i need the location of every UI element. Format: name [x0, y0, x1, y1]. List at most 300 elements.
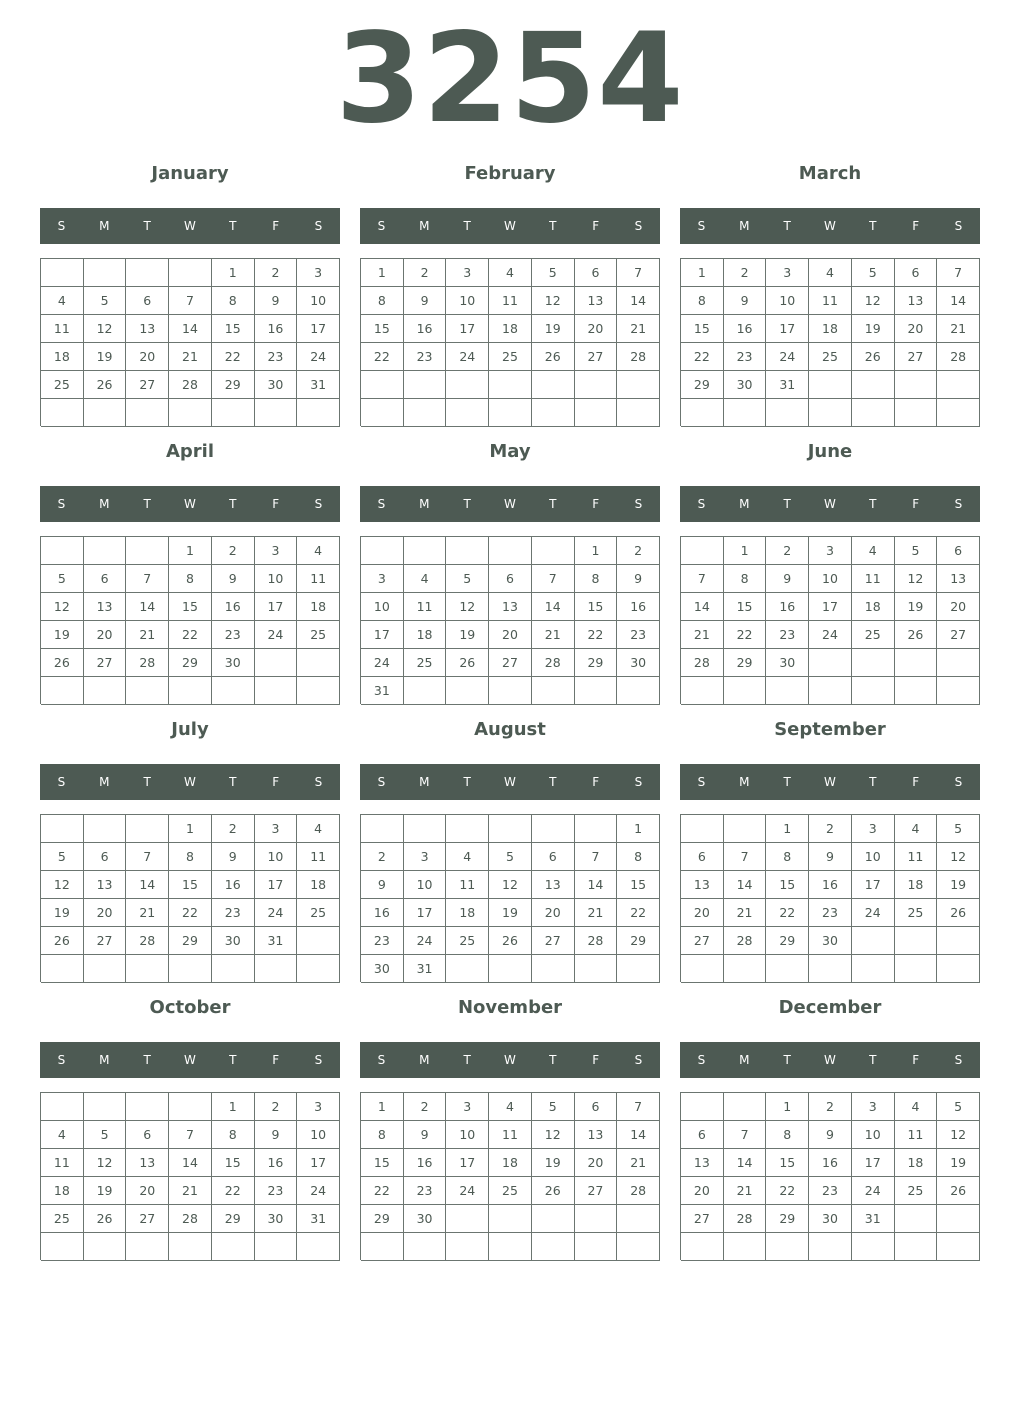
day-cell: 15: [766, 1149, 809, 1177]
day-cell: 15: [169, 871, 212, 899]
day-cell: 4: [41, 1121, 84, 1149]
weekday-label: S: [57, 497, 66, 511]
empty-day-cell: [852, 1233, 895, 1261]
day-cell: 16: [724, 315, 767, 343]
day-cell: 25: [852, 621, 895, 649]
day-cell: 20: [532, 899, 575, 927]
empty-day-cell: [212, 677, 255, 705]
weekday-header: [680, 764, 980, 800]
empty-day-cell: [617, 1205, 660, 1233]
day-cell: 21: [937, 315, 980, 343]
weekday-label: S: [57, 775, 66, 789]
day-cell: 21: [532, 621, 575, 649]
day-cell: 15: [575, 593, 618, 621]
day-grid: [680, 814, 980, 982]
day-cell: 14: [126, 593, 169, 621]
day-grid: [40, 814, 340, 982]
empty-day-cell: [84, 955, 127, 983]
day-cell: 28: [681, 649, 724, 677]
empty-day-cell: [809, 399, 852, 427]
empty-day-cell: [297, 1233, 340, 1261]
day-cell: 9: [255, 287, 298, 315]
day-cell: 1: [361, 259, 404, 287]
day-cell: 6: [575, 259, 618, 287]
empty-day-cell: [446, 399, 489, 427]
day-cell: 3: [255, 537, 298, 565]
weekday-label: W: [504, 497, 516, 511]
weekday-label: M: [739, 219, 750, 233]
weekday-label: M: [99, 1053, 110, 1067]
empty-day-cell: [126, 399, 169, 427]
day-cell: 17: [446, 315, 489, 343]
day-grid: [40, 258, 340, 426]
weekday-label: T: [463, 1053, 471, 1067]
empty-day-cell: [404, 677, 447, 705]
weekday-label: T: [783, 497, 791, 511]
weekday-label: S: [314, 1053, 323, 1067]
day-grid: [360, 1092, 660, 1260]
day-cell: 14: [532, 593, 575, 621]
weekday-label: S: [954, 775, 963, 789]
empty-day-cell: [724, 1233, 767, 1261]
day-cell: 12: [446, 593, 489, 621]
empty-day-cell: [532, 677, 575, 705]
empty-day-cell: [446, 1233, 489, 1261]
day-cell: 27: [681, 927, 724, 955]
empty-day-cell: [297, 677, 340, 705]
empty-day-cell: [41, 677, 84, 705]
weekday-label: F: [912, 497, 920, 511]
month-name: May: [489, 441, 531, 462]
day-cell: 29: [724, 649, 767, 677]
day-cell: 1: [212, 1093, 255, 1121]
day-cell: 19: [41, 899, 84, 927]
weekday-label: S: [314, 497, 323, 511]
day-cell: 11: [809, 287, 852, 315]
weekday-header: [360, 486, 660, 522]
weekday-label: W: [504, 1053, 516, 1067]
day-cell: 3: [297, 259, 340, 287]
weekday-label: T: [143, 497, 151, 511]
day-cell: 7: [169, 1121, 212, 1149]
day-cell: 16: [212, 871, 255, 899]
day-cell: 1: [724, 537, 767, 565]
empty-day-cell: [446, 955, 489, 983]
day-cell: 15: [212, 315, 255, 343]
empty-day-cell: [809, 649, 852, 677]
day-cell: 27: [575, 1177, 618, 1205]
day-cell: 27: [895, 343, 938, 371]
empty-day-cell: [937, 955, 980, 983]
day-cell: 27: [489, 649, 532, 677]
day-cell: 16: [617, 593, 660, 621]
day-cell: 18: [297, 871, 340, 899]
weekday-label: W: [504, 219, 516, 233]
day-grid: [40, 536, 340, 704]
empty-day-cell: [895, 649, 938, 677]
day-cell: 10: [297, 1121, 340, 1149]
day-cell: 27: [84, 649, 127, 677]
day-cell: 9: [212, 843, 255, 871]
day-cell: 7: [575, 843, 618, 871]
day-cell: 10: [404, 871, 447, 899]
day-cell: 7: [617, 1093, 660, 1121]
empty-day-cell: [446, 677, 489, 705]
empty-day-cell: [937, 1205, 980, 1233]
empty-day-cell: [255, 649, 298, 677]
day-cell: 28: [617, 343, 660, 371]
empty-day-cell: [41, 1093, 84, 1121]
empty-day-cell: [852, 955, 895, 983]
day-cell: 10: [766, 287, 809, 315]
day-cell: 23: [404, 1177, 447, 1205]
day-cell: 8: [681, 287, 724, 315]
day-cell: 30: [617, 649, 660, 677]
empty-day-cell: [361, 371, 404, 399]
empty-day-cell: [852, 927, 895, 955]
day-cell: 25: [404, 649, 447, 677]
empty-day-cell: [575, 815, 618, 843]
day-cell: 17: [297, 1149, 340, 1177]
day-cell: 2: [361, 843, 404, 871]
day-cell: 11: [895, 843, 938, 871]
empty-day-cell: [361, 815, 404, 843]
day-cell: 26: [41, 927, 84, 955]
day-cell: 19: [446, 621, 489, 649]
day-cell: 6: [126, 1121, 169, 1149]
weekday-label: T: [869, 497, 877, 511]
empty-day-cell: [169, 955, 212, 983]
weekday-label: S: [57, 219, 66, 233]
empty-day-cell: [255, 677, 298, 705]
empty-day-cell: [575, 1233, 618, 1261]
empty-day-cell: [575, 371, 618, 399]
empty-day-cell: [724, 677, 767, 705]
empty-day-cell: [84, 537, 127, 565]
day-cell: 3: [446, 259, 489, 287]
weekday-label: S: [697, 775, 706, 789]
day-cell: 28: [617, 1177, 660, 1205]
empty-day-cell: [532, 815, 575, 843]
day-cell: 13: [84, 593, 127, 621]
day-cell: 6: [532, 843, 575, 871]
empty-day-cell: [84, 1233, 127, 1261]
day-cell: 7: [724, 1121, 767, 1149]
day-cell: 16: [212, 593, 255, 621]
day-cell: 6: [84, 843, 127, 871]
empty-day-cell: [681, 1093, 724, 1121]
day-cell: 1: [766, 815, 809, 843]
weekday-label: T: [783, 775, 791, 789]
empty-day-cell: [126, 259, 169, 287]
day-cell: 22: [617, 899, 660, 927]
weekday-label: T: [463, 497, 471, 511]
weekday-label: M: [419, 1053, 430, 1067]
day-cell: 24: [255, 899, 298, 927]
day-cell: 26: [852, 343, 895, 371]
day-cell: 8: [766, 843, 809, 871]
empty-day-cell: [297, 955, 340, 983]
weekday-label: T: [549, 1053, 557, 1067]
day-cell: 18: [895, 1149, 938, 1177]
day-cell: 9: [361, 871, 404, 899]
day-cell: 13: [575, 1121, 618, 1149]
weekday-label: T: [869, 1053, 877, 1067]
day-cell: 10: [852, 843, 895, 871]
day-cell: 25: [489, 1177, 532, 1205]
day-cell: 11: [297, 843, 340, 871]
empty-day-cell: [169, 1093, 212, 1121]
empty-day-cell: [41, 955, 84, 983]
month-name: January: [151, 163, 229, 184]
day-cell: 2: [255, 259, 298, 287]
weekday-label: S: [634, 497, 643, 511]
empty-day-cell: [937, 1233, 980, 1261]
empty-day-cell: [404, 537, 447, 565]
weekday-label: M: [99, 775, 110, 789]
day-cell: 31: [361, 677, 404, 705]
day-cell: 17: [361, 621, 404, 649]
day-cell: 2: [404, 259, 447, 287]
weekday-label: T: [229, 219, 237, 233]
day-cell: 23: [255, 343, 298, 371]
empty-day-cell: [489, 1233, 532, 1261]
day-cell: 11: [297, 565, 340, 593]
empty-day-cell: [852, 399, 895, 427]
empty-day-cell: [404, 1233, 447, 1261]
empty-day-cell: [489, 537, 532, 565]
empty-day-cell: [84, 259, 127, 287]
day-cell: 4: [852, 537, 895, 565]
day-cell: 25: [809, 343, 852, 371]
empty-day-cell: [895, 1205, 938, 1233]
day-cell: 6: [937, 537, 980, 565]
day-cell: 26: [41, 649, 84, 677]
day-cell: 4: [809, 259, 852, 287]
empty-day-cell: [361, 1233, 404, 1261]
empty-day-cell: [297, 649, 340, 677]
day-cell: 25: [446, 927, 489, 955]
day-cell: 9: [255, 1121, 298, 1149]
day-cell: 2: [212, 815, 255, 843]
day-cell: 24: [446, 343, 489, 371]
day-cell: 19: [489, 899, 532, 927]
day-cell: 24: [297, 1177, 340, 1205]
day-cell: 24: [852, 899, 895, 927]
empty-day-cell: [575, 677, 618, 705]
day-cell: 9: [766, 565, 809, 593]
day-cell: 14: [724, 1149, 767, 1177]
empty-day-cell: [126, 1233, 169, 1261]
empty-day-cell: [809, 955, 852, 983]
empty-day-cell: [895, 955, 938, 983]
day-cell: 2: [255, 1093, 298, 1121]
day-cell: 8: [361, 1121, 404, 1149]
day-cell: 5: [489, 843, 532, 871]
empty-day-cell: [724, 1093, 767, 1121]
day-cell: 21: [169, 343, 212, 371]
month-name: August: [474, 719, 546, 740]
day-cell: 30: [809, 1205, 852, 1233]
day-cell: 1: [617, 815, 660, 843]
empty-day-cell: [489, 815, 532, 843]
day-cell: 8: [361, 287, 404, 315]
day-cell: 5: [937, 1093, 980, 1121]
day-cell: 22: [169, 899, 212, 927]
day-cell: 17: [766, 315, 809, 343]
day-cell: 15: [212, 1149, 255, 1177]
day-cell: 1: [766, 1093, 809, 1121]
empty-day-cell: [681, 955, 724, 983]
day-cell: 21: [575, 899, 618, 927]
empty-day-cell: [617, 399, 660, 427]
day-cell: 2: [809, 1093, 852, 1121]
weekday-label: M: [739, 1053, 750, 1067]
day-cell: 7: [681, 565, 724, 593]
empty-day-cell: [575, 955, 618, 983]
day-cell: 3: [404, 843, 447, 871]
empty-day-cell: [724, 815, 767, 843]
day-cell: 13: [126, 315, 169, 343]
day-cell: 25: [297, 621, 340, 649]
empty-day-cell: [255, 399, 298, 427]
empty-day-cell: [361, 537, 404, 565]
day-cell: 20: [895, 315, 938, 343]
day-cell: 11: [41, 315, 84, 343]
day-cell: 29: [212, 1205, 255, 1233]
day-cell: 20: [489, 621, 532, 649]
empty-day-cell: [617, 677, 660, 705]
weekday-label: F: [272, 497, 280, 511]
day-cell: 7: [617, 259, 660, 287]
day-cell: 5: [84, 1121, 127, 1149]
day-cell: 31: [297, 1205, 340, 1233]
weekday-header: [360, 1042, 660, 1078]
empty-day-cell: [681, 815, 724, 843]
day-cell: 6: [895, 259, 938, 287]
day-cell: 19: [84, 1177, 127, 1205]
day-cell: 27: [575, 343, 618, 371]
day-cell: 30: [255, 1205, 298, 1233]
day-cell: 2: [404, 1093, 447, 1121]
day-cell: 31: [404, 955, 447, 983]
day-cell: 5: [446, 565, 489, 593]
empty-day-cell: [446, 371, 489, 399]
day-cell: 8: [575, 565, 618, 593]
day-cell: 4: [895, 1093, 938, 1121]
day-cell: 6: [681, 843, 724, 871]
day-cell: 26: [532, 1177, 575, 1205]
day-cell: 26: [937, 1177, 980, 1205]
empty-day-cell: [489, 677, 532, 705]
day-cell: 16: [809, 1149, 852, 1177]
day-cell: 4: [895, 815, 938, 843]
day-cell: 20: [575, 315, 618, 343]
day-cell: 21: [681, 621, 724, 649]
day-cell: 2: [809, 815, 852, 843]
day-cell: 26: [895, 621, 938, 649]
day-cell: 10: [297, 287, 340, 315]
day-cell: 9: [809, 1121, 852, 1149]
weekday-label: M: [419, 775, 430, 789]
day-cell: 29: [575, 649, 618, 677]
day-cell: 20: [126, 343, 169, 371]
day-cell: 13: [84, 871, 127, 899]
day-cell: 12: [489, 871, 532, 899]
empty-day-cell: [681, 537, 724, 565]
empty-day-cell: [126, 815, 169, 843]
empty-day-cell: [766, 677, 809, 705]
empty-day-cell: [532, 1233, 575, 1261]
day-cell: 23: [361, 927, 404, 955]
weekday-label: T: [143, 1053, 151, 1067]
day-cell: 7: [532, 565, 575, 593]
weekday-header: [360, 764, 660, 800]
day-cell: 28: [575, 927, 618, 955]
day-cell: 28: [169, 1205, 212, 1233]
empty-day-cell: [41, 537, 84, 565]
day-cell: 15: [617, 871, 660, 899]
day-cell: 5: [937, 815, 980, 843]
year-title: 3254: [335, 7, 685, 151]
day-cell: 22: [724, 621, 767, 649]
day-cell: 14: [617, 1121, 660, 1149]
day-cell: 10: [255, 843, 298, 871]
weekday-label: W: [184, 775, 196, 789]
day-cell: 8: [212, 1121, 255, 1149]
day-cell: 19: [937, 871, 980, 899]
day-cell: 5: [532, 1093, 575, 1121]
day-cell: 9: [617, 565, 660, 593]
weekday-label: F: [272, 1053, 280, 1067]
day-cell: 30: [724, 371, 767, 399]
day-cell: 21: [169, 1177, 212, 1205]
month-name: June: [807, 441, 853, 462]
day-cell: 26: [446, 649, 489, 677]
empty-day-cell: [937, 371, 980, 399]
day-cell: 11: [489, 1121, 532, 1149]
month-name: November: [457, 997, 563, 1018]
day-cell: 13: [681, 871, 724, 899]
day-cell: 14: [681, 593, 724, 621]
day-cell: 20: [84, 621, 127, 649]
weekday-label: S: [954, 219, 963, 233]
day-cell: 31: [766, 371, 809, 399]
empty-day-cell: [809, 1233, 852, 1261]
day-cell: 18: [41, 343, 84, 371]
day-cell: 3: [361, 565, 404, 593]
empty-day-cell: [532, 955, 575, 983]
weekday-label: F: [912, 219, 920, 233]
empty-day-cell: [489, 1205, 532, 1233]
weekday-label: W: [824, 219, 836, 233]
day-cell: 18: [895, 871, 938, 899]
day-cell: 22: [575, 621, 618, 649]
day-cell: 3: [766, 259, 809, 287]
day-cell: 13: [895, 287, 938, 315]
weekday-label: W: [184, 497, 196, 511]
month-name: April: [165, 441, 215, 462]
weekday-label: S: [314, 775, 323, 789]
day-cell: 1: [212, 259, 255, 287]
day-cell: 19: [895, 593, 938, 621]
day-cell: 3: [809, 537, 852, 565]
day-cell: 18: [297, 593, 340, 621]
day-cell: 11: [895, 1121, 938, 1149]
weekday-label: M: [419, 219, 430, 233]
day-cell: 22: [169, 621, 212, 649]
empty-day-cell: [895, 399, 938, 427]
